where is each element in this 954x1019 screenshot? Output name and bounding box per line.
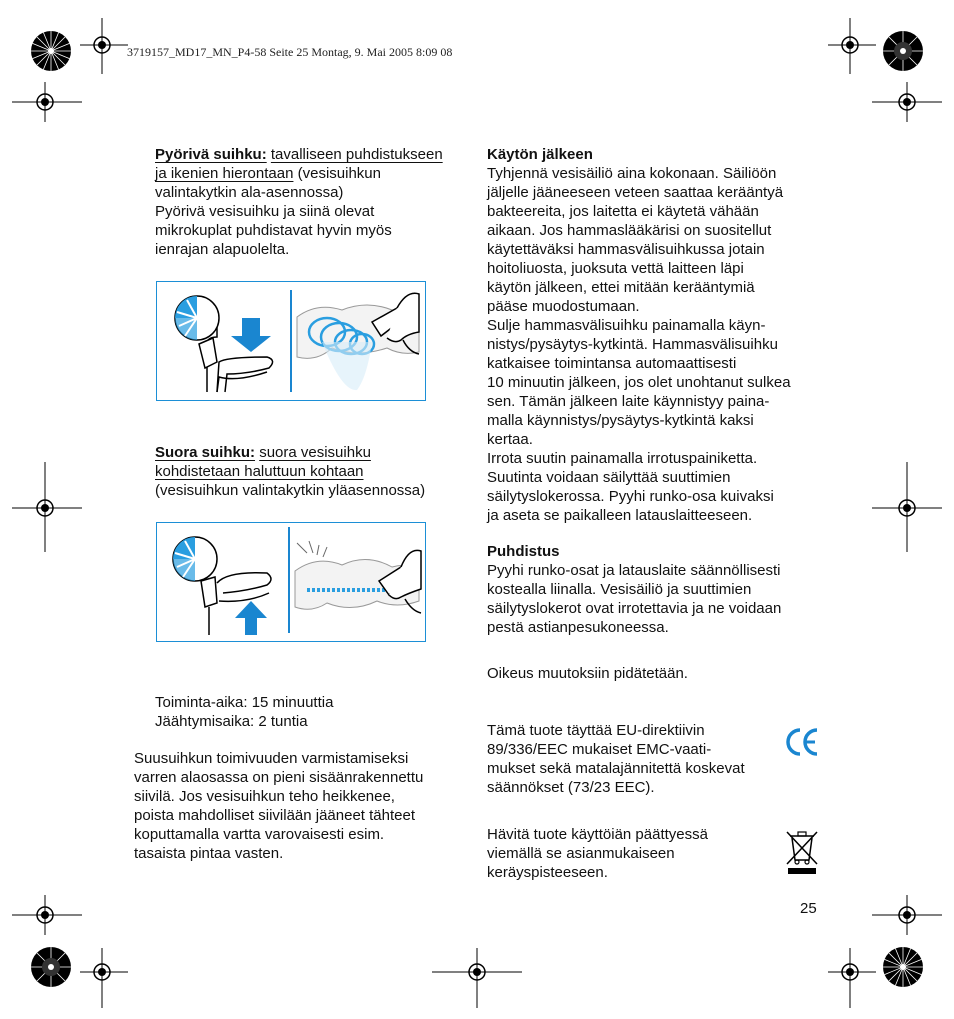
filter-line-6: tasaista pintaa vasten. [134,845,284,862]
registration-mark-right-middle [872,462,942,552]
eu-conformity-section [487,721,777,797]
after-use-line-5: käytettäväksi hammasvälisuihkussa jotain [487,241,765,258]
rotating-jet-drawing [157,282,424,399]
starburst-mark-bottom-right [882,946,924,988]
disposal-line-1: Hävitä tuote käyttöiän päättyessä [487,826,708,843]
after-use-section [487,145,827,525]
filter-section [134,749,464,863]
after-use-line-16: Irrota suutin painamalla irrotuspainiketta. [487,450,758,467]
cleaning-line-3: säilytyslokerot ovat irrotettavia ja ne voidaan [487,600,782,617]
disposal-line-3: keräyspisteeseen. [487,864,608,881]
rotating-jet-title: Pyörivä suihku: [155,146,267,163]
after-use-line-17: Suutinta voidaan säilyttää suuttimien [487,469,731,486]
registration-mark-left-upper [12,82,82,122]
filter-line-5: koputtamalla vartta varovaisesti esim. [134,826,385,843]
cleaning-section [487,542,827,637]
after-use-line-12: 10 minuutin jälkeen, jos olet unohtanut sulkea [487,374,791,391]
after-use-line-11: katkaisee toimintansa automaattisesti [487,355,737,372]
after-use-line-1: Tyhjennä vesisäiliö aina kokonaan. Säiliöön [487,165,777,182]
rotating-jet-illustration [156,281,426,401]
eu-line-4: säännökset (73/23 EEC). [487,779,655,796]
eu-line-3: mukset sekä matalajännitettä koskevat [487,760,745,777]
cleaning-line-2: kostealla liinalla. Vesisäiliö ja suuttimien [487,581,752,598]
after-use-line-3: bakteereita, jos laitetta ei käytetä vähään [487,203,759,220]
starburst-mark-bottom-left [30,946,72,988]
registration-mark-bottom-center [432,948,522,1008]
cleaning-line-4: pestä astianpesukoneessa. [487,619,669,636]
rotating-jet-body-2: mikrokuplat puhdistavat hyvin myös [155,222,392,239]
filter-line-1: Suusuihkun toimivuuden varmistamiseksi [134,750,409,767]
after-use-title: Käytön jälkeen [487,146,593,163]
straight-jet-title: Suora suihku: [155,444,256,461]
after-use-line-10: nistys/pysäytys-kytkintä. Hammasvälisuihku [487,336,778,353]
ce-mark-icon [783,726,821,758]
straight-jet-drawing [157,523,424,640]
after-use-line-9: Sulje hammasvälisuihku painamalla käyn- [487,317,766,334]
after-use-line-18: säilytyslokerossa. Pyyhi runko-osa kuivaksi [487,488,774,505]
cooling-time: Jäähtymisaika: 2 tuntia [155,713,308,730]
after-use-line-14: malla käynnistys/pysäytys-kytkintä kaksi [487,412,754,429]
straight-jet-subtitle-2: kohdistetaan haluttuun kohtaan [155,463,364,480]
registration-mark-bottom-left [80,948,128,1008]
eu-line-2: 89/336/EEC mukaiset EMC-vaati- [487,741,712,758]
crossed-out-bin-icon [784,828,820,876]
starburst-mark-top-right [882,30,924,72]
registration-mark-bottom-right [828,948,876,1008]
after-use-line-4: aikaan. Jos hammaslääkärisi on suositellut [487,222,772,239]
filter-line-4: poista mahdolliset siivilään jääneet tähteet [134,807,416,824]
registration-mark-top-right [828,18,876,74]
straight-jet-subtitle-1: suora vesisuihku [259,444,371,461]
rotating-jet-line3: valintakytkin ala-asennossa) [155,184,344,201]
after-use-line-19: ja aseta se paikalleen latauslaitteeseen. [487,507,753,524]
rotating-jet-subtitle-2: ja ikenien hierontaan [155,165,294,182]
cleaning-line-1: Pyyhi runko-osat ja latauslaite säännöllisesti [487,562,781,579]
disposal-section [487,825,777,882]
print-slug: 3719157_MD17_MN_P4-58 Seite 25 Montag, 9. Mai 2005 8:09 08 [127,45,453,59]
straight-jet-line3: (vesisuihkun valintakytkin yläasennossa) [155,482,426,499]
rights-notice: Oikeus muutoksiin pidätetään. [487,665,688,682]
cleaning-title: Puhdistus [487,543,560,560]
registration-mark-left-lower [12,895,82,935]
operating-times [155,693,475,731]
operating-time: Toiminta-aika: 15 minuuttia [155,694,334,711]
registration-mark-left-middle [12,462,82,552]
after-use-line-15: kertaa. [487,431,533,448]
rotating-jet-line2-tail: (vesisuihkun [293,165,381,182]
rotating-jet-section [155,145,475,259]
page-number: 25 [800,900,817,917]
registration-mark-right-lower [872,895,942,935]
disposal-line-2: viemällä se asianmukaiseen [487,845,675,862]
after-use-line-13: sen. Tämän jälkeen laite käynnistyy paina- [487,393,770,410]
registration-mark-right-upper [872,82,942,122]
rotating-jet-subtitle-1: tavalliseen puhdistukseen [270,146,443,163]
filter-line-3: siivilä. Jos vesisuihkun teho heikkenee, [134,788,395,805]
rotating-jet-body-1: Pyörivä vesisuihku ja siinä olevat [155,203,375,220]
rotating-jet-body-3: ienrajan alapuolelta. [155,241,290,258]
straight-jet-illustration [156,522,426,642]
eu-line-1: Tämä tuote täyttää EU-direktiivin [487,722,705,739]
after-use-line-2: jäljelle jääneeseen veteen saattaa kerääntyä [487,184,784,201]
after-use-line-6: hoitoliuosta, juoksuta vettä laitteen läpi [487,260,744,277]
straight-jet-section [155,443,475,500]
registration-mark-top-left [80,18,128,74]
filter-line-2: varren alaosassa on pieni sisäänrakennettu [134,769,424,786]
after-use-line-8: pääse muodostumaan. [487,298,640,315]
after-use-line-7: käytön jälkeen, ettei mitään kerääntymiä [487,279,755,296]
starburst-mark-top-left [30,30,72,72]
